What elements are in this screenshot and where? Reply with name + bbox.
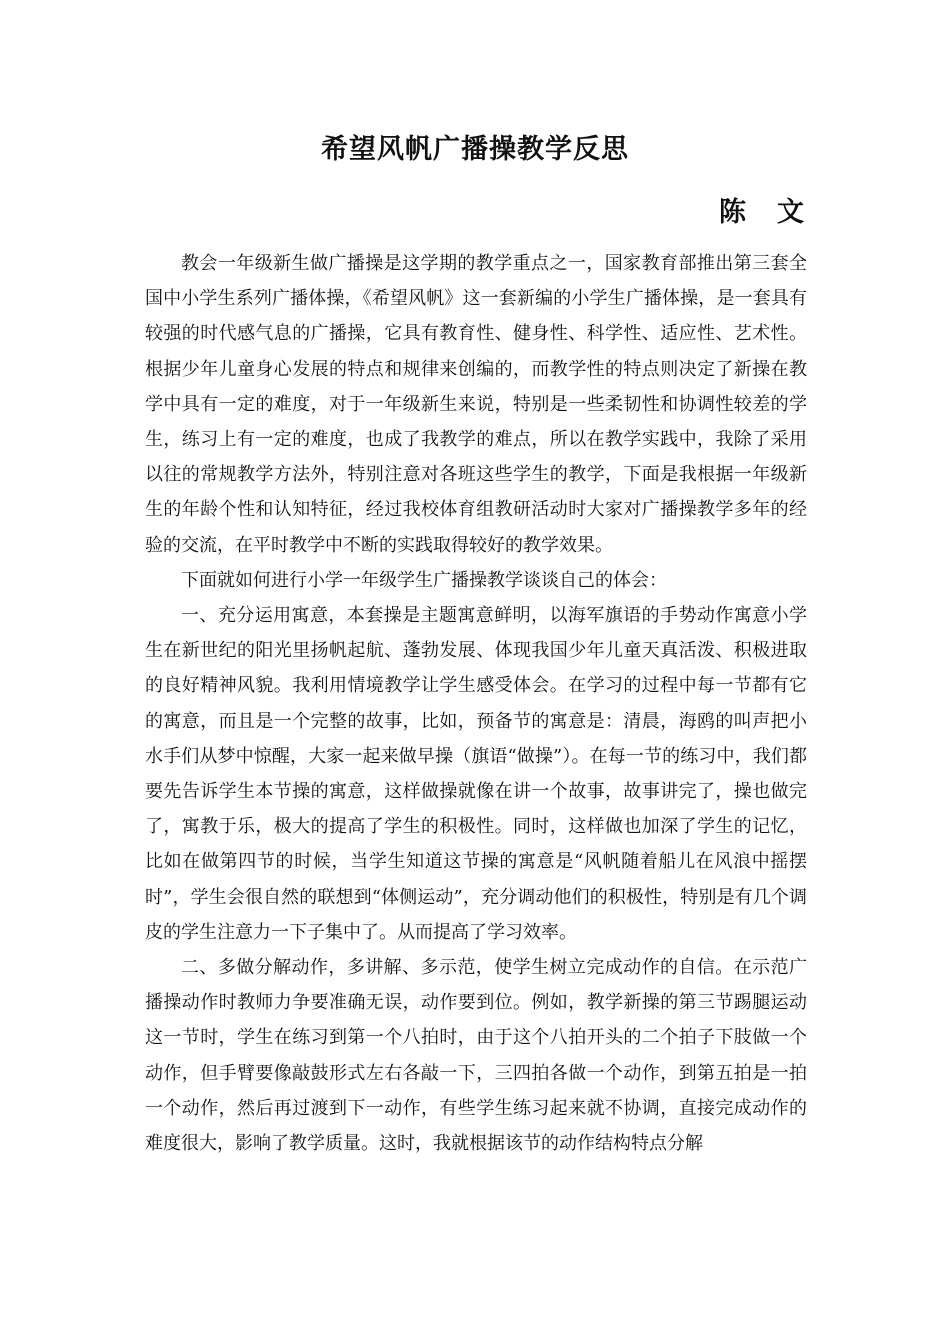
paragraph: 教会一年级新生做广播操是这学期的教学重点之一，国家教育部推出第三套全国中小学生系列广播体操，《希望风帆》这一套新编的小学生广播体操，是一套具有较强的时代感气息的广播操，它具有教育性、健身性、科学性、适应性、艺术性。根据少年儿童身心发展的特点和规律来创编的，而教学性的特点则决定了新操在教学中具有一定的难度，对于一年级新生来说，特别是一些柔韧性和协调性较差的学生，练习上有一定的难度，也成了我教学的难点，所以在教学实践中，我除了采用以往的常规教学方法外，特别注意对各班这些学生的教学，下面是我根据一年级新生的年龄个性和认知特征，经过我校体育组教研活动时大家对广播操教学多年的经验的交流，在平时教学中不断的实践取得较好的教学效果。 bbox=[145, 253, 807, 556]
document-author: 陈 文 bbox=[719, 197, 806, 228]
document-body bbox=[145, 246, 807, 1161]
document-title: 希望风帆广播操教学反思 bbox=[321, 134, 629, 165]
paragraph: 下面就如何进行小学一年级学生广播操教学谈谈自己的体会： bbox=[181, 569, 667, 591]
paragraph: 二、多做分解动作，多讲解、多示范，使学生树立完成动作的自信。在示范广播操动作时教师力争要准确无误，动作要到位。例如，教学新操的第三节踢腿运动这一节时，学生在练习到第一个八拍时，由于这个八拍开头的二个拍子下肢做一个动作，但手臂要像敲鼓形式左右各敲一下，三四拍各做一个动作，到第五拍是一拍一个动作，然后再过渡到下一动作，有些学生练习起来就不协调，直接完成动作的难度很大，影响了教学质量。这时，我就根据该节的动作结构特点分解 bbox=[145, 957, 807, 1155]
paragraph: 一、充分运用寓意，本套操是主题寓意鲜明，以海军旗语的手势动作寓意小学生在新世纪的阳光里扬帆起航、蓬勃发展、体现我国少年儿童天真活泼、积极进取的良好精神风貌。我利用情境教学让学生感受体会。在学习的过程中每一节都有它的寓意，而且是一个完整的故事，比如，预备节的寓意是：清晨，海鸥的叫声把小水手们从梦中惊醒，大家一起来做早操（旗语“做操”）。在每一节的练习中，我们都要先告诉学生本节操的寓意，这样做操就像在讲一个故事，故事讲完了，操也做完了，寓教于乐，极大的提高了学生的积极性。同时，这样做也加深了学生的记忆，比如在做第四节的时候，当学生知道这节操的寓意是“风帆随着船儿在风浪中摇摆时”，学生会很自然的联想到“体侧运动”，充分调动他们的积极性，特别是有几个调皮的学生注意力一下子集中了。从而提高了学习效率。 bbox=[145, 605, 807, 943]
